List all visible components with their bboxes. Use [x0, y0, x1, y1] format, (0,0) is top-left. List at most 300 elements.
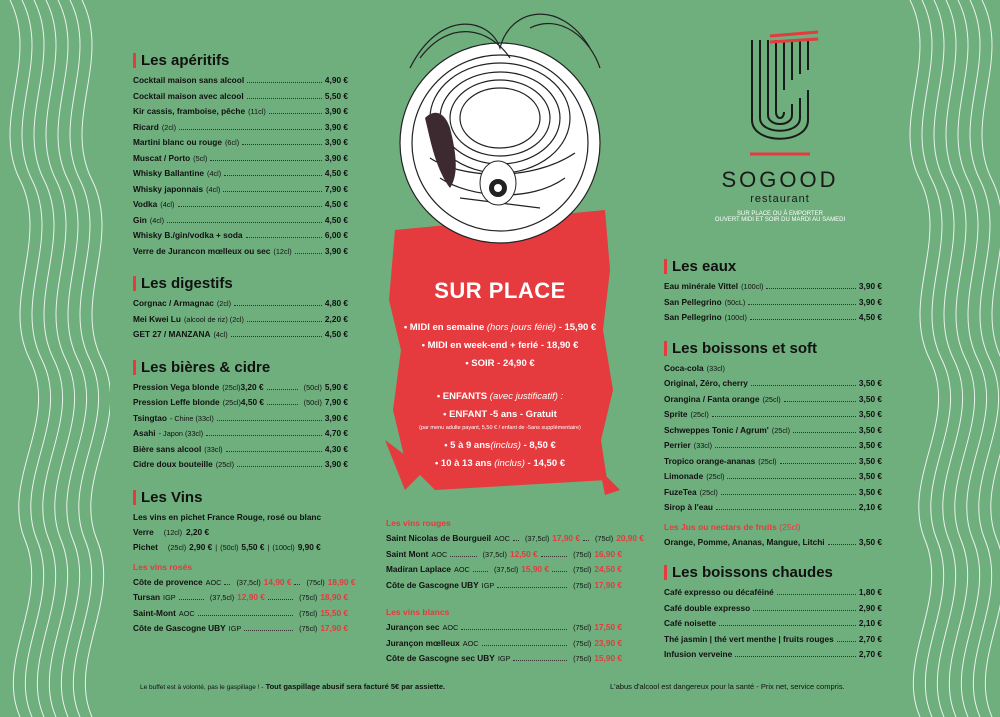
- midi-semaine-price: - 15,90 €: [558, 322, 597, 333]
- soft-drink-name: Tropico orange-ananas: [664, 455, 756, 466]
- wine-size-2: (75cl): [573, 580, 592, 590]
- aperitif-price: 6,00 €: [324, 230, 348, 240]
- biere-note: - Japon (33cl): [158, 429, 204, 438]
- eau-price: 3,90 €: [858, 281, 882, 291]
- pipe-separator: |: [215, 543, 218, 552]
- wine-row: [386, 562, 622, 578]
- digestif-name: Corgnac / Armagnac: [133, 298, 214, 308]
- wine-price-2: 18,90 €: [327, 576, 356, 587]
- pression-size-1: (25cl): [222, 398, 241, 407]
- bieres-title: Les bières & cidre: [133, 359, 348, 376]
- wine-row: [386, 620, 622, 636]
- wine-name: Saint Nicolas de Bourgueil: [386, 533, 492, 543]
- vins-pichet-intro: Les vins en pichet France Rouge, rosé ou blanc: [133, 511, 322, 522]
- biere-price: 4,30 €: [324, 443, 348, 454]
- semaine-label: en semaine: [432, 322, 485, 333]
- soft-drink-name: Original, Zéro, cherry: [664, 378, 748, 388]
- biere-price: 4,70 €: [324, 428, 348, 438]
- dotted-leader: [224, 175, 322, 176]
- soft-drink-note: (25cl): [758, 456, 777, 466]
- dotted-leader: [223, 191, 322, 192]
- verre-price: 2,20 €: [186, 526, 210, 537]
- aperitif-note: (12cl): [273, 246, 292, 256]
- wine-price-1: 12,90 €: [237, 592, 265, 602]
- aperitif-price: 3,90 €: [324, 121, 348, 132]
- digestif-note: (2cl): [216, 299, 232, 308]
- aperitif-row: [133, 104, 348, 120]
- dotted-leader: [780, 463, 856, 464]
- bieres-list: [133, 411, 348, 473]
- dotted-leader: [735, 656, 856, 657]
- dotted-leader: [167, 222, 322, 223]
- wine-name: Côte de Gascogne UBY: [133, 623, 226, 633]
- dotted-leader: [179, 599, 204, 600]
- verre-size: (12cl): [163, 527, 183, 537]
- aperitif-row: [133, 197, 348, 213]
- soft-drink-name: Orangina / Fanta orange: [664, 393, 760, 404]
- digestif-name: GET 27 / MANZANA: [133, 329, 211, 339]
- eaux-title: Les eaux: [664, 258, 882, 275]
- wine-price-1: 14,90 €: [263, 576, 292, 587]
- wine-price-2: 24,50 €: [594, 564, 623, 574]
- biere-name: Cidre doux bouteille: [133, 459, 213, 469]
- biere-name: Asahi: [133, 428, 156, 438]
- dotted-leader: [234, 305, 322, 306]
- middle-column: [386, 518, 644, 667]
- brand-tagline-1: SUR PLACE OU À EMPORTER: [737, 211, 823, 217]
- boisson-chaude-name: Café expresso ou décaféiné: [664, 587, 774, 597]
- wine-size-2: (75cl): [573, 623, 592, 632]
- midi-label: • MIDI: [403, 322, 430, 333]
- soft-drink-price: 2,10 €: [858, 502, 882, 512]
- wine-row: [133, 606, 348, 622]
- eau-note: (100cl): [741, 282, 764, 291]
- biere-note: (33cl): [204, 444, 223, 454]
- pression-price-2: 5,90 €: [324, 381, 348, 392]
- jus-title-text: Les Jus ou nectars de fruits: [664, 521, 777, 532]
- digestif-row: [133, 296, 348, 312]
- wine-name: Saint-Mont: [133, 607, 176, 618]
- wine-size-2: (75cl): [573, 654, 592, 663]
- aperitif-row: [133, 73, 348, 89]
- aperitif-name: Whisky Ballantine: [133, 168, 205, 178]
- pression-price-1: 3,20 €: [240, 381, 264, 392]
- age-5-9-label: • 5 à 9 ans: [444, 440, 491, 451]
- soft-drink-row: [664, 438, 882, 454]
- digestif-note: (alcool de riz) (2cl): [183, 314, 244, 324]
- wine-row: [386, 531, 644, 547]
- eau-row: [664, 295, 882, 311]
- sur-place-enfant-note: (par menu adulte payant, 5,50 € / enfant de -5ans supplémentaire): [419, 425, 581, 431]
- soft-drink-price: 3,50 €: [858, 424, 882, 435]
- eaux-list: [664, 279, 882, 326]
- wine-name: Jurançon sec: [386, 622, 440, 632]
- wine-price-1: 17,90 €: [552, 533, 580, 543]
- soft-drink-price: 3,50 €: [858, 393, 882, 404]
- jus-row: [664, 535, 882, 551]
- soft-drink-price: 3,50 €: [858, 378, 882, 388]
- biere-name: Tsingtao: [133, 412, 167, 423]
- soft-drink-note: (25cl): [706, 472, 725, 481]
- roses-list: [133, 575, 356, 637]
- wine-price-2: 17,50 €: [594, 622, 622, 632]
- wine-name: Saint Mont: [386, 548, 429, 559]
- eau-price: 4,50 €: [858, 312, 882, 322]
- eau-price: 3,90 €: [858, 296, 882, 307]
- eau-name: San Pellegrino: [664, 312, 722, 322]
- pression-size-1: (25cl): [222, 382, 241, 392]
- aperitif-row: [133, 151, 348, 167]
- boisson-chaude-price: 2,90 €: [858, 602, 882, 613]
- aperitif-name: Verre de Jurancon mœlleux ou sec: [133, 245, 271, 256]
- pichet-price-2: 5,50 €: [241, 542, 265, 552]
- jus-title: [664, 522, 882, 532]
- digestif-price: 2,20 €: [324, 313, 348, 324]
- wine-size-1: (37,5cl): [236, 577, 261, 587]
- wine-tag: AOC: [462, 638, 479, 648]
- dotted-leader: [473, 571, 488, 572]
- soft-drink-row: [664, 392, 882, 408]
- dotted-leader: [269, 113, 322, 114]
- vins-title: Les Vins: [133, 489, 348, 506]
- dotted-leader: [837, 641, 856, 642]
- soft-drink-name: Schweppes Tonic / Agrum': [664, 424, 769, 435]
- wine-price-2: 17,90 €: [594, 579, 622, 590]
- biere-row: [133, 442, 348, 458]
- dotted-leader: [294, 584, 300, 585]
- wine-price-2: 15,90 €: [594, 653, 622, 663]
- digestifs-list: [133, 296, 348, 343]
- dotted-leader: [247, 82, 322, 83]
- dotted-leader: [210, 160, 322, 161]
- aperitif-price: 4,90 €: [324, 75, 348, 85]
- wine-tag: AOC: [454, 565, 470, 574]
- dotted-leader: [766, 288, 856, 289]
- dotted-leader: [784, 401, 856, 402]
- wine-tag: AOC: [431, 549, 448, 559]
- aperitif-price: 3,90 €: [324, 152, 348, 163]
- boisson-chaude-name: Infusion verveine: [664, 649, 733, 659]
- wine-price-2: 15,50 €: [320, 607, 348, 618]
- left-column: [133, 52, 356, 637]
- dotted-leader: [267, 389, 298, 390]
- dotted-leader: [179, 129, 322, 130]
- biere-price: 3,90 €: [324, 412, 348, 423]
- wine-tag: AOC: [178, 608, 195, 618]
- sogood-logo-icon: [740, 30, 820, 160]
- aperitif-note: (6cl): [224, 138, 240, 147]
- dotted-leader: [206, 435, 322, 436]
- justificatif-note: (avec justificatif) :: [489, 391, 564, 402]
- weekend-label: en week-end + ferié: [450, 340, 539, 351]
- boisson-chaude-row: [664, 647, 882, 663]
- aperitif-note: (2cl): [161, 122, 177, 132]
- aperitifs-title: Les apéritifs: [133, 52, 348, 69]
- enfants-label: • ENFANTS: [436, 391, 488, 402]
- soft-drink-name: Sprite: [664, 409, 688, 419]
- biere-row: [133, 457, 348, 473]
- dotted-leader: [295, 253, 322, 254]
- age-5-9-price: - 8,50 €: [523, 440, 556, 451]
- footer-left: [140, 682, 445, 691]
- pichet-size-3: (100cl): [272, 543, 295, 552]
- wine-name: Côte de Gascogne UBY: [386, 579, 479, 590]
- dotted-leader: [178, 206, 322, 207]
- aperitif-name: Kir cassis, framboise, pêche: [133, 106, 246, 116]
- soft-drink-note: (25cl): [690, 410, 709, 419]
- wine-tag: IGP: [481, 580, 495, 590]
- soft-drink-row: [664, 407, 882, 423]
- soft-drink-name: Sirop à l'eau: [664, 502, 714, 512]
- wine-size-1: (37,5cl): [482, 549, 507, 559]
- wine-name: Jurançon mœlleux: [386, 637, 460, 648]
- chaudes-title: Les boissons chaudes: [664, 564, 882, 581]
- rouges-list: [386, 531, 644, 593]
- dotted-leader: [217, 420, 322, 421]
- sur-place-title: SUR PLACE: [434, 278, 566, 303]
- pression-size-2: (50cl): [303, 382, 322, 392]
- wine-size-2: (75cl): [299, 624, 318, 633]
- aperitif-row: [133, 89, 348, 105]
- bieres-pression-list: [133, 380, 348, 411]
- vins-verre-row: [133, 525, 348, 541]
- wine-price-1: 15,90 €: [521, 564, 549, 574]
- dotted-leader: [719, 625, 856, 626]
- aperitif-name: Cocktail maison sans alcool: [133, 75, 245, 85]
- soft-drink-note: (25cl): [771, 425, 791, 435]
- jus-note: (25cl): [779, 521, 801, 532]
- aperitif-note: (4cl): [207, 169, 222, 178]
- sur-place-age-5-9: [385, 440, 615, 451]
- aperitif-row: [133, 166, 348, 182]
- wine-row: [133, 575, 356, 591]
- inclus-note: (inclus): [494, 458, 525, 469]
- wine-row: [386, 636, 622, 652]
- brand-sub: restaurant: [750, 193, 810, 205]
- soft-drink-row: [664, 500, 882, 516]
- digestif-row: [133, 327, 348, 343]
- aperitif-name: Whisky B./gin/vodka + soda: [133, 230, 243, 240]
- wine-row: [386, 547, 622, 563]
- sur-place-midi-weekend: [385, 340, 615, 351]
- chaudes-list: [664, 585, 882, 663]
- aperitif-row: [133, 120, 348, 136]
- aperitif-row: [133, 244, 348, 260]
- pression-price-1: 4,50 €: [240, 397, 264, 407]
- boisson-chaude-name: Café noisette: [664, 618, 717, 628]
- midi-weekend-price: - 18,90 €: [540, 340, 579, 351]
- soft-drink-note: (25cl): [762, 394, 781, 404]
- dotted-leader: [268, 599, 293, 600]
- boisson-chaude-price: 2,70 €: [858, 649, 882, 659]
- wine-tag: IGP: [497, 654, 511, 663]
- footer-left-a: Le buffet est à volonté, pas le gaspillage ! -: [140, 684, 264, 691]
- wine-price-2: 18,90 €: [320, 592, 348, 602]
- boisson-chaude-row: [664, 585, 882, 601]
- pression-price-2: 7,90 €: [324, 397, 348, 407]
- aperitif-price: 5,50 €: [324, 90, 348, 101]
- aperitif-row: [133, 228, 348, 244]
- wine-size-1: (37,5cl): [493, 565, 519, 574]
- boisson-chaude-name: Thé jasmin | thé vert menthe | fruits rouges: [664, 633, 834, 644]
- pression-size-2: (50cl): [303, 398, 322, 407]
- dotted-leader: [748, 304, 856, 305]
- aperitif-price: 3,90 €: [324, 137, 348, 147]
- aperitif-note: (4cl): [206, 184, 221, 194]
- wine-tag: AOC: [442, 623, 459, 632]
- sur-place-midi-semaine: [385, 322, 615, 333]
- dotted-leader: [242, 144, 322, 145]
- dotted-leader: [751, 385, 856, 386]
- digestif-row: [133, 312, 348, 328]
- wine-price-2: 20,90 €: [616, 533, 644, 543]
- dotted-leader: [716, 509, 856, 510]
- dotted-leader: [246, 237, 322, 238]
- soft-title: Les boissons et soft: [664, 340, 882, 357]
- soft-drink-row: [664, 469, 882, 485]
- soft-drink-name: Coca-cola: [664, 362, 704, 373]
- biere-note: (25cl): [215, 460, 234, 469]
- dotted-leader: [450, 556, 476, 557]
- soft-drink-note: (33cl): [693, 441, 713, 450]
- aperitif-row: [133, 135, 348, 151]
- wine-name: Côte de provence: [133, 576, 203, 587]
- wine-name: Côte de Gascogne sec UBY: [386, 653, 495, 663]
- aperitif-price: 4,50 €: [324, 214, 348, 225]
- dotted-leader: [712, 416, 856, 417]
- wine-price-2: 16,90 €: [594, 548, 622, 559]
- pichet-size-2: (50cl): [220, 543, 239, 552]
- aperitif-name: Whisky japonnais: [133, 183, 204, 194]
- soft-drink-name: FuzeTea: [664, 486, 697, 497]
- wine-size-2: (75cl): [306, 577, 325, 587]
- wine-size-2: (75cl): [299, 608, 318, 618]
- boisson-chaude-row: [664, 601, 882, 617]
- aperitif-name: Gin: [133, 214, 147, 225]
- blancs-list: [386, 620, 622, 667]
- eau-row: [664, 310, 882, 326]
- dotted-leader: [224, 584, 230, 585]
- pression-row: [133, 380, 348, 396]
- footer-left-b: Tout gaspillage abusif sera facturé 5€ par assiette.: [265, 682, 446, 691]
- verre-label: Verre: [133, 526, 154, 537]
- dotted-leader: [237, 466, 322, 467]
- biere-note: - Chine (33cl): [169, 413, 214, 423]
- wine-size-2: (75cl): [573, 549, 592, 559]
- wine-tag: IGP: [163, 593, 176, 602]
- sur-place-soir: • SOIR - 24,90 €: [465, 358, 535, 369]
- dotted-leader: [198, 615, 293, 616]
- aperitif-name: Vodka: [133, 199, 158, 209]
- biere-row: [133, 411, 348, 427]
- wine-tag: AOC: [494, 534, 510, 543]
- dotted-leader: [244, 630, 293, 631]
- pipe-separator: |: [267, 543, 270, 552]
- vins-blancs-title: Les vins blancs: [386, 607, 450, 617]
- aperitif-row: [133, 213, 348, 229]
- dotted-leader: [226, 451, 322, 452]
- jus-price: 3,50 €: [858, 536, 882, 547]
- aperitif-name: Muscat / Porto: [133, 152, 191, 163]
- pression-name: Pression Leffe blonde: [133, 397, 220, 407]
- biere-price: 3,90 €: [324, 459, 348, 469]
- aperitif-note: (4cl): [160, 200, 175, 209]
- age-10-13-label: • 10 à 13 ans: [434, 458, 492, 469]
- wine-size-2: (75cl): [594, 534, 614, 543]
- aperitif-note: (4cl): [149, 215, 165, 225]
- dotted-leader: [513, 540, 519, 541]
- dotted-leader: [793, 432, 856, 433]
- dotted-leader: [753, 610, 856, 611]
- aperitif-name: Martini blanc ou rouge: [133, 137, 222, 147]
- eau-note: (50cL): [724, 297, 746, 307]
- eau-note: (100cl): [724, 313, 747, 322]
- wine-row: [133, 590, 348, 606]
- pichet-price-3: 9,90 €: [297, 542, 321, 552]
- soft-drink-price: 3,50 €: [858, 409, 882, 419]
- jus-item: Orange, Pomme, Ananas, Mangue, Litchi: [664, 536, 825, 547]
- eau-name: Eau minérale Vittel: [664, 281, 739, 291]
- boisson-chaude-row: [664, 616, 882, 632]
- wine-price-1: 12,50 €: [509, 548, 538, 559]
- soft-list: [664, 361, 882, 516]
- aperitif-price: 3,90 €: [324, 245, 348, 256]
- soft-drink-price: 3,50 €: [858, 471, 882, 481]
- wine-size-1: (37,5cl): [209, 593, 235, 602]
- dotted-leader: [721, 494, 856, 495]
- boisson-chaude-price: 2,10 €: [858, 618, 882, 628]
- dotted-leader: [247, 321, 322, 322]
- wine-row: [386, 578, 622, 594]
- dotted-leader: [267, 404, 298, 405]
- dotted-leader: [513, 660, 567, 661]
- aperitifs-list: [133, 73, 348, 259]
- vins-rouges-title: Les vins rouges: [386, 518, 451, 528]
- soft-drink-price: 3,50 €: [858, 440, 882, 450]
- soft-drink-note: (33cl): [706, 363, 725, 373]
- soft-drink-row: [664, 361, 882, 377]
- wine-price-2: 23,90 €: [594, 637, 622, 648]
- soft-drink-row: [664, 376, 882, 392]
- wine-tag: IGP: [228, 624, 242, 633]
- biere-name: Bière sans alcool: [133, 443, 202, 454]
- digestif-price: 4,50 €: [324, 329, 348, 339]
- brand-name: SOGOOD: [721, 167, 839, 192]
- vins-roses-title: Les vins rosés: [133, 561, 193, 572]
- aperitif-price: 4,50 €: [324, 168, 348, 178]
- vins-pichet-row: [133, 540, 348, 556]
- dotted-leader: [497, 587, 567, 588]
- dotted-leader: [461, 629, 567, 630]
- dotted-leader: [231, 336, 322, 337]
- right-wave-pattern: [890, 0, 1000, 717]
- ramen-bowl-illustration: [360, 8, 640, 258]
- digestifs-title: Les digestifs: [133, 275, 348, 292]
- aperitif-price: 7,90 €: [324, 183, 348, 194]
- wine-tag: AOC: [205, 577, 222, 587]
- pichet-size-1: (25cl): [167, 543, 187, 552]
- aperitif-note: (5cl): [193, 153, 208, 163]
- aperitif-row: [133, 182, 348, 198]
- age-10-13-price: - 14,50 €: [527, 458, 566, 469]
- dotted-leader: [482, 645, 567, 646]
- pression-row: [133, 395, 348, 411]
- wine-name: Madiran Laplace: [386, 564, 452, 574]
- aperitif-name: Cocktail maison avec alcool: [133, 90, 244, 101]
- biere-row: [133, 426, 348, 442]
- wine-price-2: 17,90 €: [320, 623, 348, 633]
- soft-drink-note: (25cl): [699, 487, 718, 497]
